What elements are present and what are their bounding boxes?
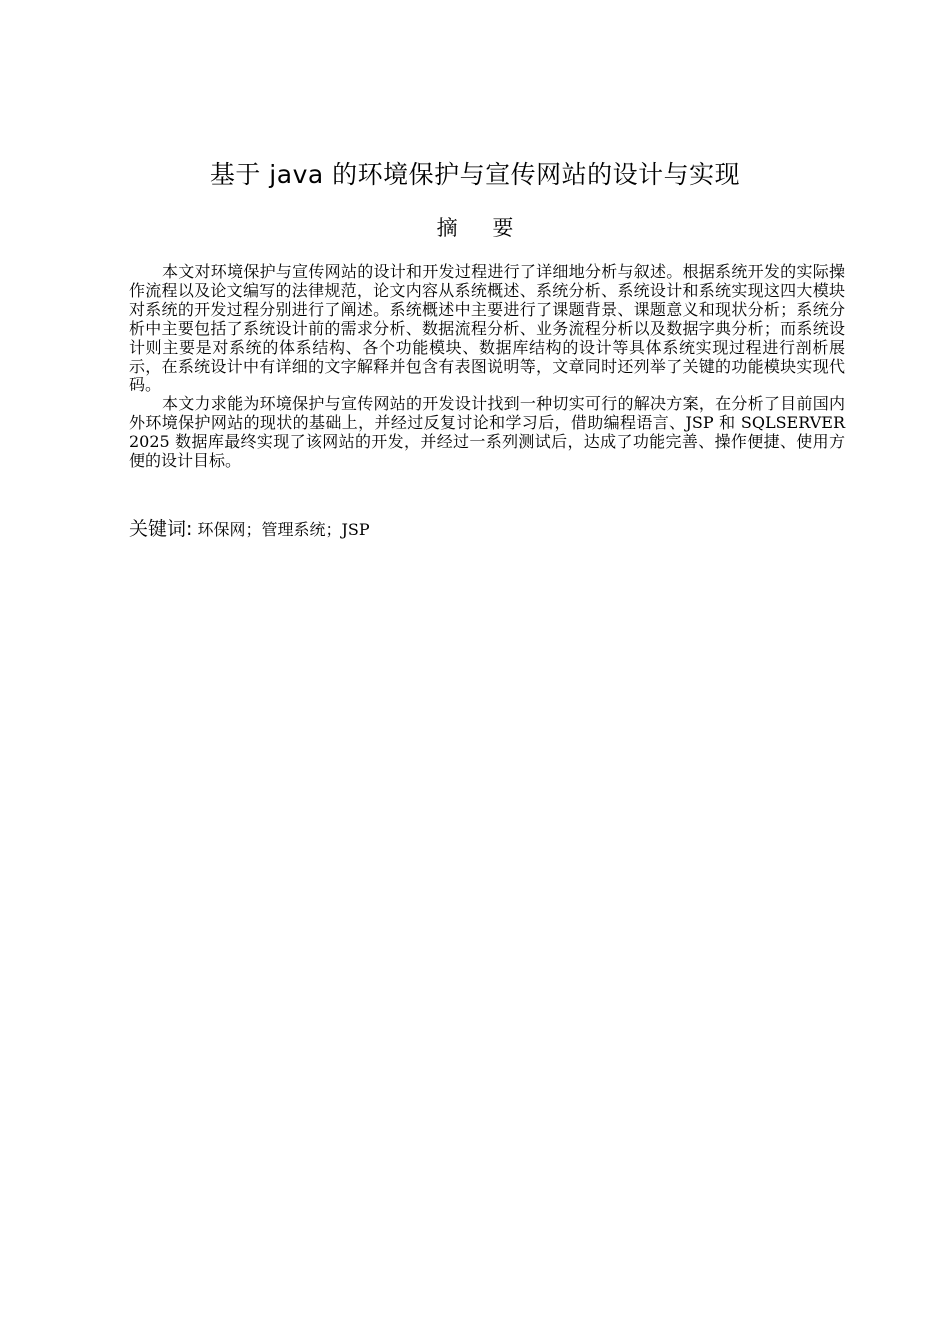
keywords-label: 关键词: (129, 518, 193, 540)
abstract-heading: 摘 要 (436, 216, 528, 240)
abstract-paragraph-2: 本文力求能为环境保护与宣传网站的开发设计找到一种切实可行的解决方案，在分析了目前国内外环境保护网站的现状的基础上，并经过反复讨论和学习后，借助编程语言、JSP 和 SQLSERVER 2025 数据库最终实现了该网站的开发，并经过一系列测试后，达成了功能完善、操作便捷、使用方便的设计目标。 (129, 394, 845, 471)
keywords-line (129, 516, 845, 543)
keywords-value: 环保网；管理系统；JSP (197, 520, 370, 539)
abstract-paragraph-1: 本文对环境保护与宣传网站的设计和开发过程进行了详细地分析与叙述。根据系统开发的实际操作流程以及论文编写的法律规范，论文内容从系统概述、系统分析、系统设计和系统实现这四大模块对系统的开发过程分别进行了阐述。系统概述中主要进行了课题背景、课题意义和现状分析；系统分析中主要包括了系统设计前的需求分析、数据流程分析、业务流程分析以及数据字典分析；而系统设计则主要是对系统的体系结构、各个功能模块、数据库结构的设计等具体系统实现过程进行剖析展示，在系统设计中有详细的文字解释并包含有表图说明等，文章同时还列举了关键的功能模块实现代码。 (129, 262, 845, 395)
abstract-body (129, 263, 845, 471)
document-title: 基于 java 的环境保护与宣传网站的设计与实现 (209, 160, 741, 189)
